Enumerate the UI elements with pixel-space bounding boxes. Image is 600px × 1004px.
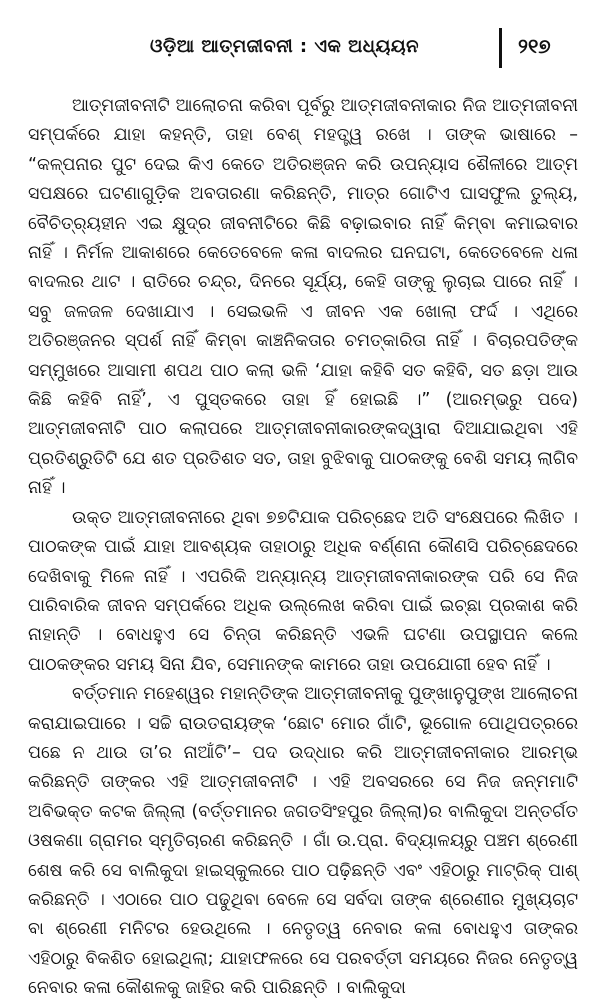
body-text xyxy=(28,92,578,1004)
header-divider xyxy=(499,28,502,68)
paragraph-2: ଉକ୍ତ ଆତ୍ମଜୀବନୀରେ ଥିବା ୭୭ଟିଯାକ ପରିଚ୍ଛେଦ ଅତି ସଂକ୍ଷେପରେ ଲିଖିତ । ପାଠକଙ୍କ ପାଇଁ ଯାହା ଆବଶ୍ୟକ ତାହାଠାରୁ ଅଧିକ ବର୍ଣ୍ଣନା କୌଣସି ପରିଚ୍ଛେଦରେ ଦେଖିବାକୁ ମିଳେ ନାହିଁ । ଏପରିକି ଅନ୍ୟାନ୍ୟ ଆତ୍ମଜୀବନୀକାରଙ୍କ ପରି ସେ ନିଜ ପାରିବାରିକ ଜୀବନ ସମ୍ପର୍କରେ ଅଧିକ ଉଲ୍ଲେଖ କରିବା ପାଇଁ ଇଚ୍ଛା ପ୍ରକାଶ କରି ନାହାନ୍ତି । ବୋଧହୁଏ ସେ ଚିନ୍ତା କରିଛନ୍ତି ଏଭଳି ଘଟଣା ଉପସ୍ଥାପନ କଲେ ପାଠକଙ୍କର ସମୟ ସିନା ଯିବ, ସେମାନଙ୍କ କାମରେ ତାହା ଉପଯୋଗୀ ହେବ ନାହିଁ । xyxy=(28,507,578,675)
header-title: ଓଡ଼ିଆ ଆତ୍ମଜୀବନୀ : ଏକ ଅଧ୍ୟୟନ xyxy=(150,36,420,57)
running-header xyxy=(0,0,600,92)
page-number: ୨୧୭ xyxy=(518,34,551,58)
paragraph-1: ଆତ୍ମଜୀବନୀଟି ଆଲୋଚନା କରିବା ପୂର୍ବରୁ ଆତ୍ମଜୀବନୀକାର ନିଜ ଆତ୍ମଜୀବନୀ ସମ୍ପର୍କରେ ଯାହା କହନ୍ତି, ତାହା ବେଶ୍ ମହତ୍ତ୍ୱ ରଖେ । ତାଙ୍କ ଭାଷାରେ – “କଳ୍ପନାର ପୁଟ ଦେଇ କିଏ କେତେ ଅତିରଞ୍ଜନ କରି ଉପନ୍ୟାସ ଶୈଳୀରେ ଆତ୍ମ ସପକ୍ଷରେ ଘଟଣାଗୁଡ଼ିକ ଅବତାରଣା କରିଛନ୍ତି, ମାତ୍ର ଗୋଟିଏ ଘାସଫୁଲ ତୁଲ୍ୟ, ବୈଚିତ୍ର୍ୟହୀନ ଏଇ କ୍ଷୁଦ୍ର ଜୀବନୀଟିରେ କିଛି ବଢ଼ାଇବାର ନାହିଁ କିମ୍ବା କମାଇବାର ନାହିଁ । ନିର୍ମଳ ଆକାଶରେ କେତେବେଳେ କଳା ବାଦଲର ଘନଘଟା, କେତେବେଳେ ଧଳା ବାଦଲର ଥାଟ । ରାତିରେ ଚନ୍ଦ୍ର, ଦିନରେ ସୂର୍ଯ୍ୟ, କେହି ତାଙ୍କୁ ଲୁଚାଇ ପାରେ ନାହିଁ । ସବୁ ଜଳଜଳ ଦେଖାଯାଏ । ସେଇଭଳି ଏ ଜୀବନ ଏକ ଖୋଲା ଫର୍ଦ୍ଦ । ଏଥିରେ ଅତିରଞ୍ଜନର ସ୍ପର୍ଶ ନାହିଁ କିମ୍ବା କାଞ୍ଚନିକତାର ଚମତ୍କାରିତା ନାହିଁ । ବିଚାରପତିଙ୍କ ସମ୍ମୁଖରେ ଆସାମୀ ଶପଥ ପାଠ କଲା ଭଳି ‘ଯାହା କହିବି ସତ କହିବି, ସତ ଛଡ଼ା ଆଉ କିଛି କହିବି ନାହିଁ’, ଏ ପୁସ୍ତକରେ ତାହା ହିଁ ହୋଇଛି ।” (ଆରମ୍ଭରୁ ପଦେ) ଆତ୍ମଜୀବନୀଟି ପାଠ କଲାପରେ ଆତ୍ମଜୀବନୀକାରଙ୍କଦ୍ୱାରା ଦିଆଯାଇଥିବା ଏହି ପ୍ରତିଶ୍ରୁତିଟି ଯେ ଶତ ପ୍ରତିଶତ ସତ, ତାହା ବୁଝିବାକୁ ପାଠକଙ୍କୁ ବେଶି ସମୟ ଲାଗିବ ନାହିଁ । xyxy=(28,96,578,499)
paragraph-3: ବର୍ତ୍ତମାନ ମହେଶ୍ୱର ମହାନ୍ତିଙ୍କ ଆତ୍ମଜୀବନୀକୁ ପୁଙ୍ଖାନୁପୁଙ୍ଖ ଆଲୋଚନା କରାଯାଇପାରେ । ସଚ୍ଚି ରାଉତରାୟଙ୍କ ‘ଛୋଟ ମୋର ଗାଁଟି, ଭୂଗୋଳ ପୋଥିପତ୍ରରେ ପଛେ ନ ଥାଉ ତା’ର ନାଆଁଟି’– ପଦ ଉଦ୍ଧାର କରି ଆତ୍ମଜୀବନୀକାର ଆରମ୍ଭ କରିଛନ୍ତି ତାଙ୍କର ଏହି ଆତ୍ମଜୀବନୀଟି । ଏହି ଅବସରରେ ସେ ନିଜ ଜନ୍ମମାଟି ଅବିଭକ୍ତ କଟକ ଜିଲ୍ଲା (ବର୍ତ୍ତମାନର ଜଗତସିଂହପୁର ଜିଲ୍ଲା)ର ବାଲିକୁଦା ଅନ୍ତର୍ଗତ ଓଷକଣା ଗ୍ରାମର ସ୍ମୃତିଚାରଣ କରିଛନ୍ତି । ଗାଁ ଉ.ପ୍ରା. ବିଦ୍ୟାଳୟରୁ ପଞ୍ଚମ ଶ୍ରେଣୀ ଶେଷ କରି ସେ ବାଲିକୁଦା ହାଇସ୍କୁଲରେ ପାଠ ପଢ଼ିଛନ୍ତି ଏବଂ ଏହିଠାରୁ ମାଟ୍ରିକ୍ ପାଶ୍ କରିଛନ୍ତି । ଏଠାରେ ପାଠ ପଢୁଥିବା ବେଳେ ସେ ସର୍ବଦା ତାଙ୍କ ଶ୍ରେଣୀର ମୁଖ୍ୟଚାଟ ବା ଶ୍ରେଣୀ ମନିଟର ହେଉଥିଲେ । ନେତୃତ୍ୱ ନେବାର କଳା ବୋଧହୁଏ ତାଙ୍କର ଏହିଠାରୁ ବିକଶିତ ହୋଇଥିଲା; ଯାହାଫଳରେ ସେ ପରବର୍ତ୍ତୀ ସମୟରେ ନିଜର ନେତୃତ୍ୱ ନେବାର କଳା କୌଶଳକୁ ଜାହିର କରି ପାରିଛନ୍ତି । ବାଲିକୁଦା xyxy=(28,684,578,999)
